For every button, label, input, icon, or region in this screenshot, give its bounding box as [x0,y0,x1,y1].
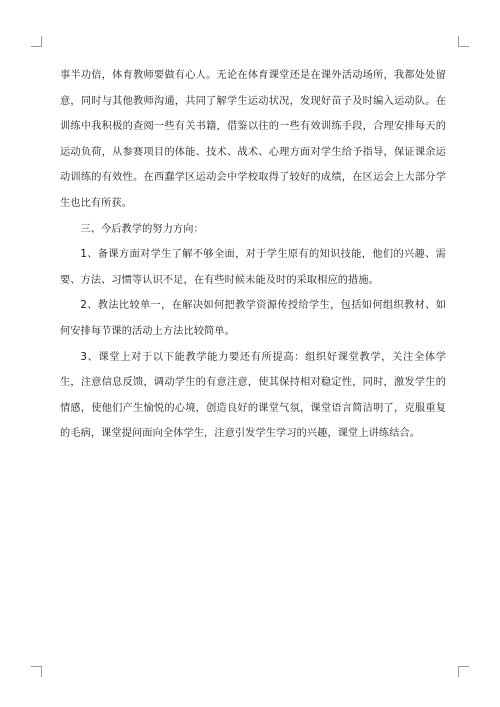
paragraph-item-1: 1、备课方面对学生了解不够全面，对于学生原有的知识技能，他们的兴趣、需要、方法、习惯等认识不足，在有些时候未能及时的采取相应的措施。 [60,249,446,286]
section-heading-future-direction: 三、今后教学的努力方向： [80,223,204,235]
paragraph-item-3: 3、课堂上对于以下能教学能力要还有所提高：组织好课堂教学，关注全体学生，注意信息反馈，调动学生的有意注意，使其保持相对稳定性，同时，激发学生的情感，使他们产生愉悦的心境，创造良好的课堂气氛，课堂语言简洁明了，克服重复的毛病，课堂提问面向全体学生，注意引发学生学习的兴趣，课堂上讲练结合。 [60,351,446,440]
paragraph-item-2: 2、教法比较单一，在解决如何把教学资源传授给学生，包括如何组织教材、如何安排每节课的活动上方法比较简单。 [60,300,446,337]
crop-mark-bottom-left [31,666,42,677]
paragraph-training: 事半功倍，体育教师要做有心人。无论在体育课堂还是在课外活动场所，我都处处留意，同时与其他教师沟通，共同了解学生运动状况，发现好苗子及时编入运动队。在训练中我积极的查阅一些有关书籍，借鉴以往的一些有效训练手段，合理安排每天的运动负荷，从参赛项目的体能、技术、战术、心理方面对学生给予指导，保证课余运动训练的有效性。在西蠢学区运动会中学校取得了较好的成绩，在区运会上大部分学生也比有所获。 [60,70,446,209]
crop-mark-top-right [458,36,469,47]
document-body [60,63,446,447]
crop-mark-bottom-right [458,666,469,677]
crop-mark-top-left [31,36,42,47]
